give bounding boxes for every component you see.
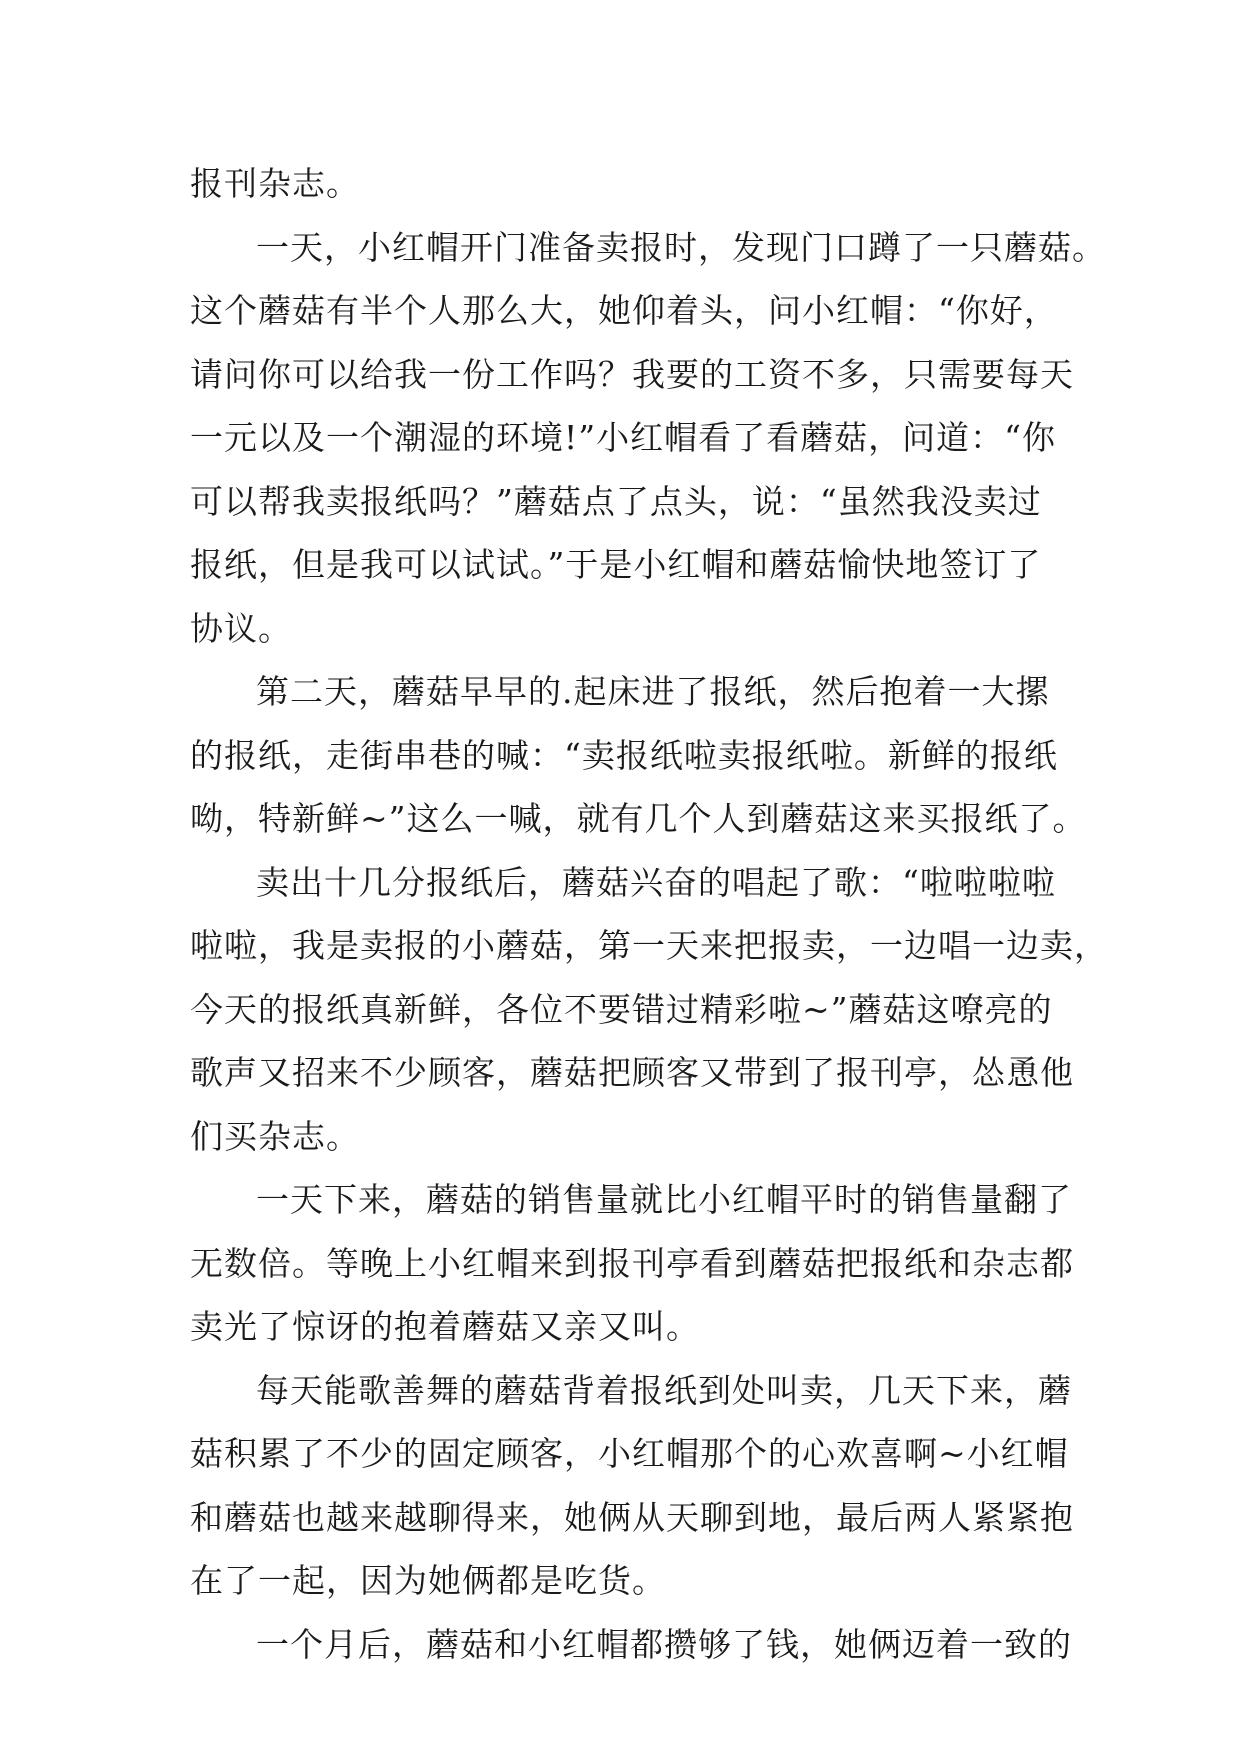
text-line: 报纸，但是我可以试试。”于是小红帽和蘑菇愉快地签订了 — [190, 545, 1042, 584]
text-line: 可以帮我卖报纸吗？”蘑菇点了点头，说：“虽然我没卖过 — [190, 481, 1042, 521]
text-line: 请问你可以给我一份工作吗？我要的工资不多，只需要每天 — [190, 354, 1074, 394]
text-line: 菇积累了不少的固定顾客，小红帽那个的心欢喜啊~小红帽 — [190, 1434, 1069, 1473]
text-line: 呦，特新鲜~”这么一喊，就有几个人到蘑菇这来买报纸了。 — [190, 799, 1087, 838]
text-line: 啦啦，我是卖报的小蘑菇，第一天来把报卖，一边唱一边卖， — [190, 926, 1108, 965]
text-line: 协议。 — [190, 608, 292, 648]
document-body-text — [190, 152, 1108, 1676]
text-line: 们买杂志。 — [190, 1116, 360, 1156]
text-line: 卖光了惊讶的抱着蘑菇又亲又叫。 — [190, 1307, 700, 1346]
paragraph-first-line: 第二天，蘑菇早早的.起床进了报纸，然后抱着一大摞 — [256, 672, 1050, 711]
paragraph-first-line: 每天能歌善舞的蘑菇背着报纸到处叫卖，几天下来，蘑 — [256, 1370, 1072, 1410]
text-line: 在了一起，因为她俩都是吃货。 — [190, 1561, 666, 1600]
paragraph-first-line: 一天，小红帽开门准备卖报时，发现门口蹲了一只蘑菇。 — [256, 227, 1106, 267]
text-line: 今天的报纸真新鲜，各位不要错过精彩啦~”蘑菇这嘹亮的 — [190, 989, 1053, 1029]
text-line: 和蘑菇也越来越聊得来，她俩从天聊到地，最后两人紧紧抱 — [190, 1497, 1074, 1537]
text-line: 一元以及一个潮湿的环境!”小红帽看了看蘑菇，问道：“你 — [190, 418, 1057, 457]
text-line: 报刊杂志。 — [190, 164, 360, 203]
text-line: 歌声又招来不少顾客，蘑菇把顾客又带到了报刊亭，怂恿他 — [190, 1053, 1074, 1092]
text-line: 的报纸，走街串巷的喊：“卖报纸啦卖报纸啦。新鲜的报纸 — [190, 735, 1058, 775]
text-line: 无数倍。等晚上小红帽来到报刊亭看到蘑菇把报纸和杂志都 — [190, 1243, 1074, 1283]
paragraph-first-line: 一天下来，蘑菇的销售量就比小红帽平时的销售量翻了 — [256, 1180, 1072, 1219]
paragraph-first-line: 卖出十几分报纸后，蘑菇兴奋的唱起了歌：“啦啦啦啦 — [256, 862, 1056, 902]
paragraph-first-line: 一个月后，蘑菇和小红帽都攒够了钱，她俩迈着一致的 — [256, 1624, 1072, 1664]
text-line: 这个蘑菇有半个人那么大，她仰着头，问小红帽：“你好， — [190, 291, 1058, 330]
